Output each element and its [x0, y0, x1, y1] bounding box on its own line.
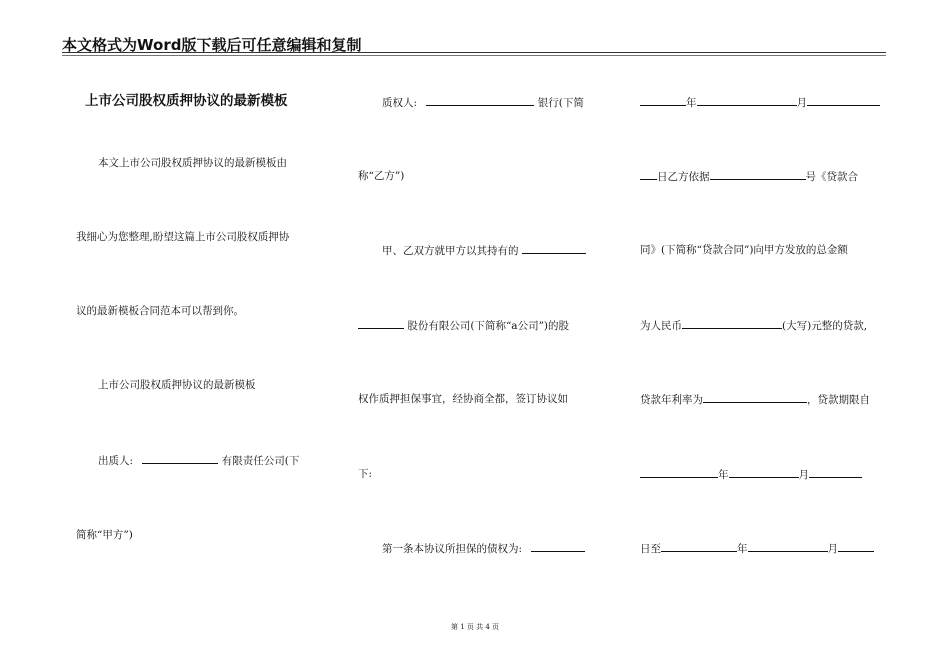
- pledgee-suffix: 银行(下简: [537, 97, 584, 109]
- fill-blank: [682, 318, 782, 329]
- pledgee-blank: [426, 95, 534, 106]
- paragraph-line: 下:: [358, 468, 373, 480]
- paragraph-text: 号《贷款合: [805, 171, 858, 183]
- paragraph-text: 甲、乙双方就甲方以其持有的: [382, 245, 519, 257]
- paragraph-text: (大写)元整的贷款,: [782, 320, 868, 332]
- paragraph-text: ，贷款期限自: [807, 394, 870, 406]
- paragraph-line: 权作质押担保事宜，经协商全都，签订协议如: [358, 393, 568, 405]
- paragraph-text: 日至: [640, 543, 661, 555]
- paragraph-line: [640, 392, 870, 407]
- date-line: [640, 467, 862, 482]
- pledgor-suffix: 有限责任公司(下: [221, 455, 300, 467]
- fill-blank: [640, 467, 718, 478]
- header-rule-thin: [62, 55, 886, 56]
- header-rule: [62, 52, 886, 53]
- fill-blank: [729, 467, 799, 478]
- fill-blank: [640, 95, 686, 106]
- paragraph-line: [358, 318, 569, 333]
- month-label: 月: [796, 97, 807, 109]
- pledgor-line: [98, 453, 299, 468]
- year-label: 年: [737, 543, 748, 555]
- paragraph-line: 本文上市公司股权质押协议的最新模板由: [98, 157, 287, 169]
- month-label: 月: [827, 543, 838, 555]
- fill-blank: [748, 541, 828, 552]
- fill-blank: [358, 318, 404, 329]
- year-label: 年: [686, 97, 697, 109]
- paragraph-line: 同》(下简称“贷款合同”)向甲方发放的总金额: [640, 244, 848, 256]
- date-line: [640, 541, 874, 556]
- fill-blank: [661, 541, 737, 552]
- paragraph-text: 日乙方依据: [657, 171, 710, 183]
- paragraph-line: 称“乙方”): [358, 170, 405, 182]
- paragraph-line: 简称“甲方”): [76, 529, 133, 541]
- fill-blank: [710, 169, 806, 180]
- paragraph-text: 为人民币: [640, 320, 682, 332]
- paragraph-line: 议的最新模板合同范本可以帮到你。: [76, 305, 244, 317]
- paragraph-text: 股份有限公司(下简称“a公司”)的股: [407, 320, 570, 332]
- paragraph-line: 我细心为您整理,盼望这篇上市公司股权质押协: [76, 231, 290, 243]
- date-line: [640, 95, 880, 110]
- pledgor-blank: [142, 453, 218, 464]
- fill-blank: [809, 467, 862, 478]
- pledgee-line: [382, 95, 584, 110]
- paragraph-line: [640, 169, 858, 184]
- paragraph-line: [382, 541, 585, 556]
- paragraph-text: 第一条本协议所担保的债权为:: [382, 543, 523, 555]
- fill-blank: [838, 541, 874, 552]
- page-number: 第 1 页 共 4 页: [450, 623, 500, 631]
- month-label: 月: [798, 469, 809, 481]
- paragraph-line: [382, 243, 586, 258]
- pledgee-label: 质权人:: [382, 97, 418, 109]
- header-title: 本文格式为Word版下载后可任意编辑和复制: [62, 36, 362, 54]
- fill-blank: [697, 95, 797, 106]
- fill-blank: [522, 243, 586, 254]
- document-title: 上市公司股权质押协议的最新模板: [85, 93, 288, 109]
- paragraph-line: 上市公司股权质押协议的最新模板: [98, 379, 256, 391]
- paragraph-line: [640, 318, 867, 333]
- fill-blank: [640, 169, 657, 180]
- fill-blank: [531, 541, 585, 552]
- pledgor-label: 出质人:: [98, 455, 134, 467]
- paragraph-text: 贷款年利率为: [640, 394, 703, 406]
- fill-blank: [703, 392, 807, 403]
- fill-blank: [807, 95, 880, 106]
- year-label: 年: [718, 469, 729, 481]
